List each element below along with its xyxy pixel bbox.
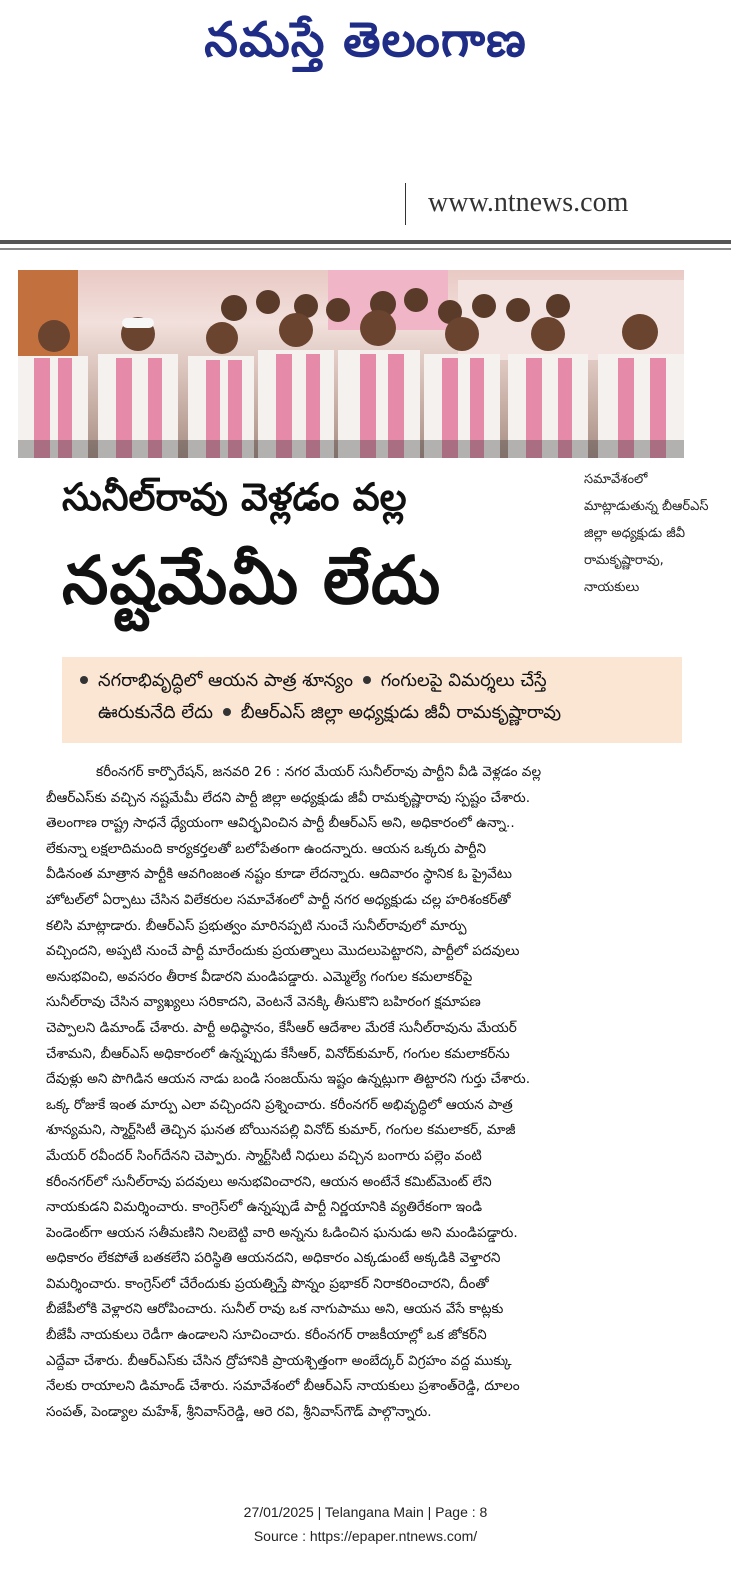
article-line: చెప్పాలని డిమాండ్ చేశారు. పార్టీ అధిష్ఠానం, కేసీఆర్ ఆదేశాల మేరకే సునీల్‌రావును మేయర్ xyxy=(46,1019,517,1036)
article-line: శూన్యమని, స్మార్ట్‌సిటీ తెచ్చిన ఘనత బోయినపల్లి వినోద్ కుమార్, గంగుల కమలాకర్, మాజీ xyxy=(46,1122,516,1139)
article-line: బీఆర్‌ఎస్‌కు వచ్చిన నష్టమేమీ లేదని పార్టీ జిల్లా అధ్యక్షుడు జీవీ రామకృష్ణారావు స్పష్టం చేశారు. xyxy=(46,789,531,806)
caption-line: రామకృష్ణారావు, xyxy=(584,553,664,568)
article-line: లేకున్నా లక్షలాదిమంది కార్యకర్తలతో బలోపేతంగా ఉందన్నారు. ఆయన ఒక్కరు పార్టీని xyxy=(46,840,487,857)
article-line: నాయకుడని విమర్శించారు. కాంగ్రెస్‌లో ఉన్నప్పుడే పార్టీ నిర్ణయానికి వ్యతిరేకంగా ఇండి xyxy=(46,1199,483,1216)
caption-line: మాట్లాడుతున్న బీఆర్‌ఎస్ xyxy=(584,499,709,514)
site-url: www.ntnews.com xyxy=(428,187,629,218)
highlight-item: గంగులపై విమర్శలు చేస్తే xyxy=(380,670,547,691)
article-line: మేయర్ రవీందర్ సింగ్‌దేనని చెప్పారు. స్మార్ట్‌సిటీ నిధులు వచ్చిన బంగారు పల్లెం వంటి xyxy=(46,1147,482,1164)
article-line: నేలకు రాయాలని డిమాండ్ చేశారు. సమావేశంలో బీఆర్‌ఎస్ నాయకులు ప్రశాంత్‌రెడ్డి, దూలం xyxy=(46,1378,520,1395)
article-body xyxy=(46,760,686,1425)
photo-caption xyxy=(584,466,709,601)
bullet-icon xyxy=(363,676,371,684)
article-line: సంపత్, పెండ్యాల మహేశ్, శ్రీనివాస్‌రెడ్డి, ఆరె రవి, శ్రీనివాస్‌గౌడ్ పాల్గొన్నారు. xyxy=(46,1403,432,1420)
article-line: ఒక్క రోజుకే ఇంత మార్పు ఎలా వచ్చిందని ప్రశ్నించారు. కరీంనగర్ అభివృద్ధిలో ఆయన పాత్ర xyxy=(46,1096,513,1113)
article-line: ఎద్దేవా చేశారు. బీఆర్‌ఎస్‌కు చేసిన ద్రోహానికి ప్రాయశ్చిత్తంగా అంబేద్కర్ విగ్రహం వద్ద ముక్కు xyxy=(46,1352,512,1369)
article-line: దేవుళ్లు అని పొగిడిన ఆయన నాడు బండి సంజయ్‌ను ఇష్టం ఉన్నట్లుగా తిట్టారని గుర్తు చేశారు. xyxy=(46,1071,531,1088)
article-line: కరీంనగర్‌లో సునీల్‌రావు పదవులు అనుభవించారని, ఆయన అంటేనే కమిట్‌మెంట్ లేని xyxy=(46,1173,492,1190)
footer-source: Source : https://epaper.ntnews.com/ xyxy=(253,1528,478,1544)
article-line: చేశామని, బీఆర్‌ఎస్ అధికారంలో ఉన్నప్పుడు కేసీఆర్, వినోద్‌కుమార్, గంగుల కమలాకర్‌ను xyxy=(46,1045,510,1062)
article-line: కలిసి మాట్లాడారు. బీఆర్‌ఎస్ ప్రభుత్వం మారినప్పటి నుంచే సునీల్‌రావులో మార్పు xyxy=(46,917,467,934)
article-line: బీజేపీలోకి వెళ్లారని ఆరోపించారు. సునీల్ రావు ఒక నాగుపాము అని, ఆయన వేసే కాట్లకు xyxy=(46,1301,504,1318)
article-line: విమర్శించారు. కాంగ్రెస్‌లో చేరేందుకు ప్రయత్నిస్తే పొన్నం ప్రభాకర్ నిరాకరించారని, దీంతో xyxy=(46,1275,489,1292)
article-line: బీజేపీ నాయకులు రెడీగా ఉండాలని సూచించారు. కరీంనగర్ రాజకీయాల్లో ఒక జోకర్‌ని xyxy=(46,1327,487,1344)
masthead-logo: నమస్తే తెలంగాణ xyxy=(204,12,527,68)
news-photo xyxy=(18,270,684,458)
headline-line-1: సునీల్‌రావు వెళ్లడం వల్ల xyxy=(62,475,407,519)
highlight-item: బీఆర్‌ఎస్ జిల్లా అధ్యక్షుడు జీవీ రామకృష్ణారావు xyxy=(240,702,562,723)
footer-edition: 27/01/2025 | Telangana Main | Page : 8 xyxy=(243,1504,488,1520)
group-photo-illustration xyxy=(18,270,684,458)
article-line: సునీల్‌రావు చేసిన వ్యాఖ్యలు సరికాదని, వెంటనే వెనక్కి తీసుకొని బహిరంగ క్షమాపణ xyxy=(46,994,481,1011)
headline-line-2: నష్టమేమీ లేదు xyxy=(62,542,442,619)
article-line: అధికారం లేకపోతే బతకలేని పరిస్థితి ఆయనదని, అధికారం ఎక్కడుంటే అక్కడికి వెళ్తారని xyxy=(46,1250,501,1267)
article-line: హోటల్‌లో ఏర్పాటు చేసిన విలేకరుల సమావేశంలో పార్టీ నగర అధ్యక్షుడు చల్ల హరిశంకర్‌తో xyxy=(46,891,511,908)
article-line: అనుభవించి, అవసరం తీరాక వీడారని మండిపడ్డారు. ఎమ్మెల్యే గంగుల కమలాకర్‌పై xyxy=(46,968,473,985)
bullet-icon xyxy=(223,708,231,716)
header-divider xyxy=(405,183,406,225)
highlight-item: ఊరుకునేది లేదు xyxy=(98,702,213,723)
article-line: వీడినంత మాత్రాన పార్టీకి ఆవగింజంత నష్టం కూడా లేదన్నారు. ఆదివారం స్థానిక ఓ ప్రైవేటు xyxy=(46,866,513,883)
article-line: కరీంనగర్ కార్పొరేషన్, జనవరి 26 : నగర మేయర్ సునీల్‌రావు పార్టీని వీడి వెళ్లడం వల్ల xyxy=(96,764,542,780)
header-rule xyxy=(0,240,731,244)
highlights-line-1 xyxy=(76,665,668,697)
highlights-box xyxy=(62,657,682,743)
article-line: తెలంగాణ రాష్ట్ర సాధనే ధ్యేయంగా ఆవిర్భవించిన పార్టీ బీఆర్‌ఎస్ అని, అధికారంలో ఉన్నా.. xyxy=(46,815,515,832)
article-line: వచ్చిందని, అప్పటి నుంచే పార్టీ మారేందుకు ప్రయత్నాలు మొదలుపెట్టారని, పార్టీలో పదవులు xyxy=(46,943,520,960)
highlight-item: నగరాభివృద్ధిలో ఆయన పాత్ర శూన్యం xyxy=(98,670,353,691)
highlights-line-2 xyxy=(76,697,668,729)
caption-line: జిల్లా అధ్యక్షుడు జీవీ xyxy=(584,526,685,541)
header-rule-thin xyxy=(0,248,731,250)
bullet-icon xyxy=(80,676,88,684)
caption-line: నాయకులు xyxy=(584,580,640,595)
caption-line: సమావేశంలో xyxy=(584,472,648,487)
article-line: పెండెంట్‌గా ఆయన సతీమణిని నిలబెట్టి వారి అన్నను ఓడించిన ఘనుడు అని మండిపడ్డారు. xyxy=(46,1224,518,1241)
